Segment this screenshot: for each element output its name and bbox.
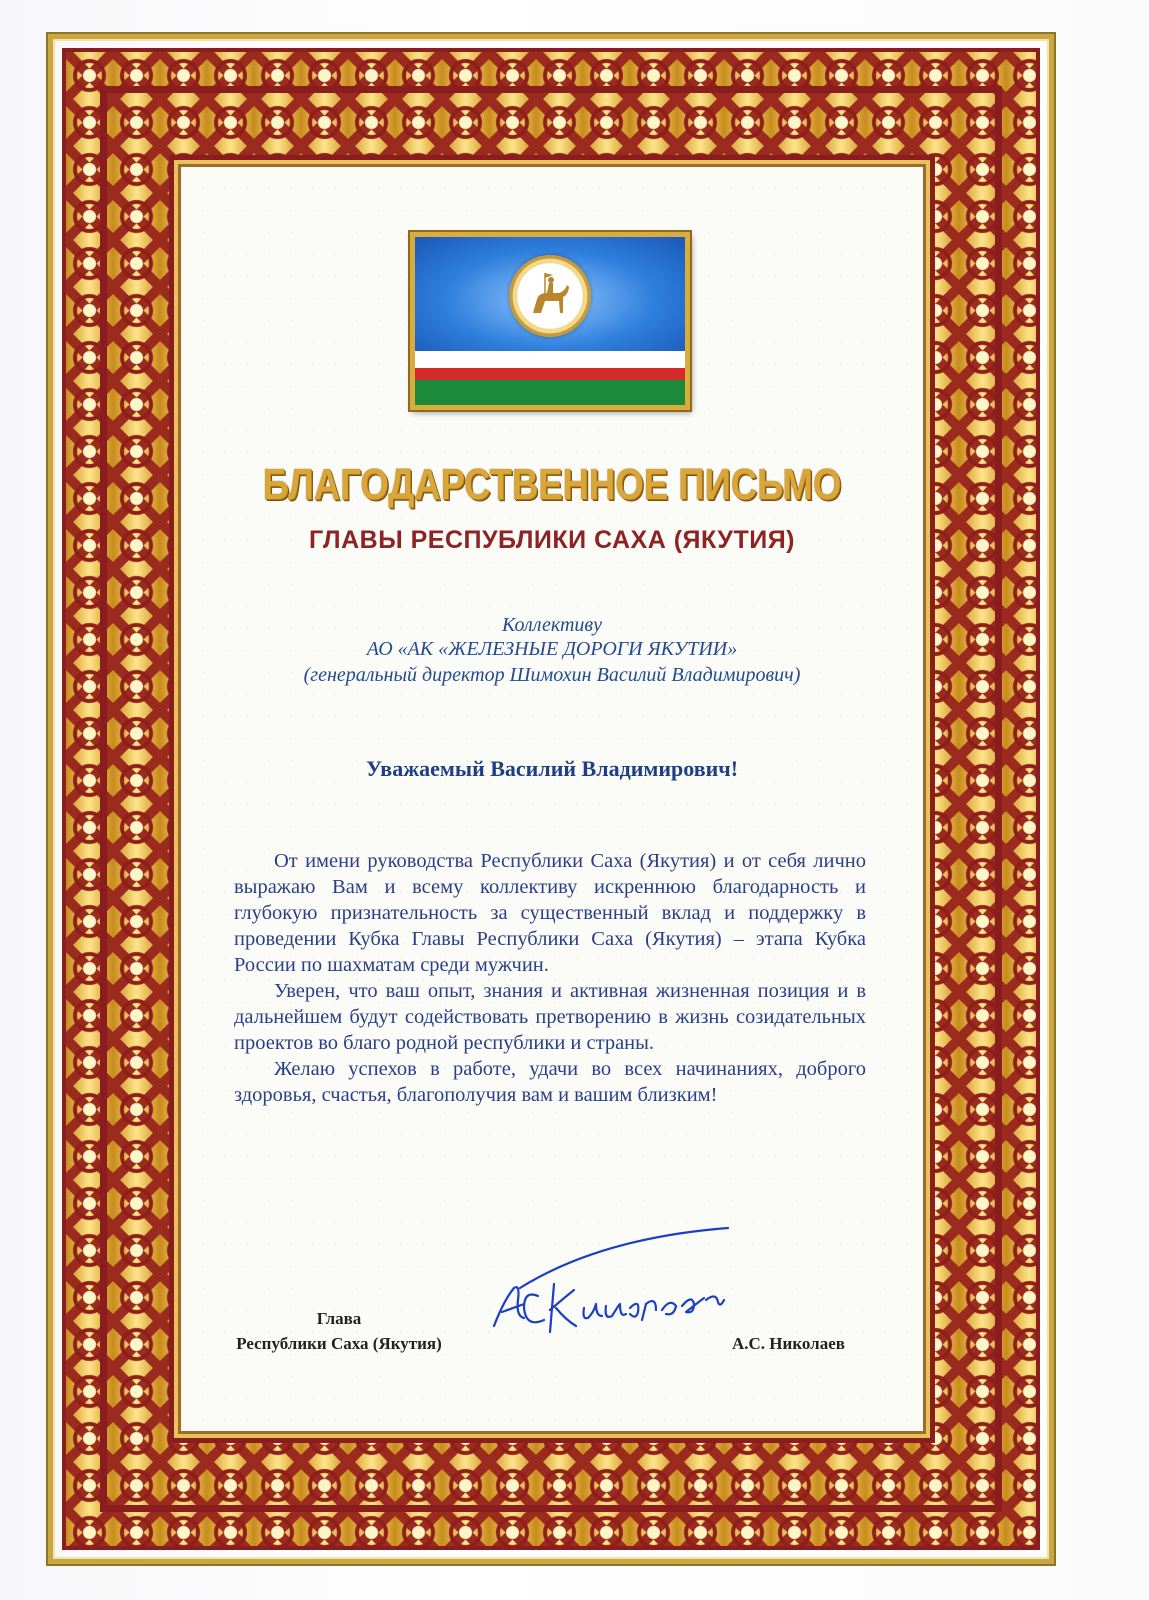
flag-red-band [415,368,685,380]
greeting: Уважаемый Василий Владимирович! [365,756,739,781]
body-paragraph: От имени руководства Республики Саха (Якутия) и от себя лично выражаю Вам и всему коллективу искреннюю благодарность и глубокую признательность за существенный вклад и поддержку в проведении Кубка Главы Республики Саха (Якутия) – этапа Кубка России по шахматам среди мужчин. [234,850,866,976]
body-paragraph: Желаю успехов в работе, удачи во всех начинаниях, доброго здоровья, счастья, благополучия вам и вашим близким! [234,1058,866,1106]
addressee-line-1: Коллективу [502,614,602,636]
document-subtitle: ГЛАВЫ РЕСПУБЛИКИ САХА (ЯКУТИЯ) [309,526,795,554]
sakha-flag [410,232,690,410]
flag-green-band [415,380,685,405]
letter-body [234,848,866,1108]
addressee-line-3: (генеральный директор Шимохин Василий Владимирович) [303,664,801,686]
coat-of-arms-emblem [509,255,591,337]
addressee-line-2: АО «АК «ЖЕЛЕЗНЫЕ ДОРОГИ ЯКУТИИ» [366,638,738,660]
signatory-role-line-2: Республики Саха (Якутия) [236,1334,442,1353]
signatory-name: А.С. Николаев [732,1334,845,1353]
handwritten-signature [480,1208,760,1358]
body-paragraph: Уверен, что ваш опыт, знания и активная жизненная позиция и в дальнейшем будут содействовать претворению в жизнь созидательных проектов во благо родной республики и страны. [234,980,866,1054]
horseman-icon [525,269,575,321]
signatory-role [204,1306,474,1356]
flag-white-band [415,351,685,368]
signatory-role-line-1: Глава [316,1309,362,1328]
document-title: БЛАГОДАРСТВЕННОЕ ПИСЬМО [262,460,842,509]
